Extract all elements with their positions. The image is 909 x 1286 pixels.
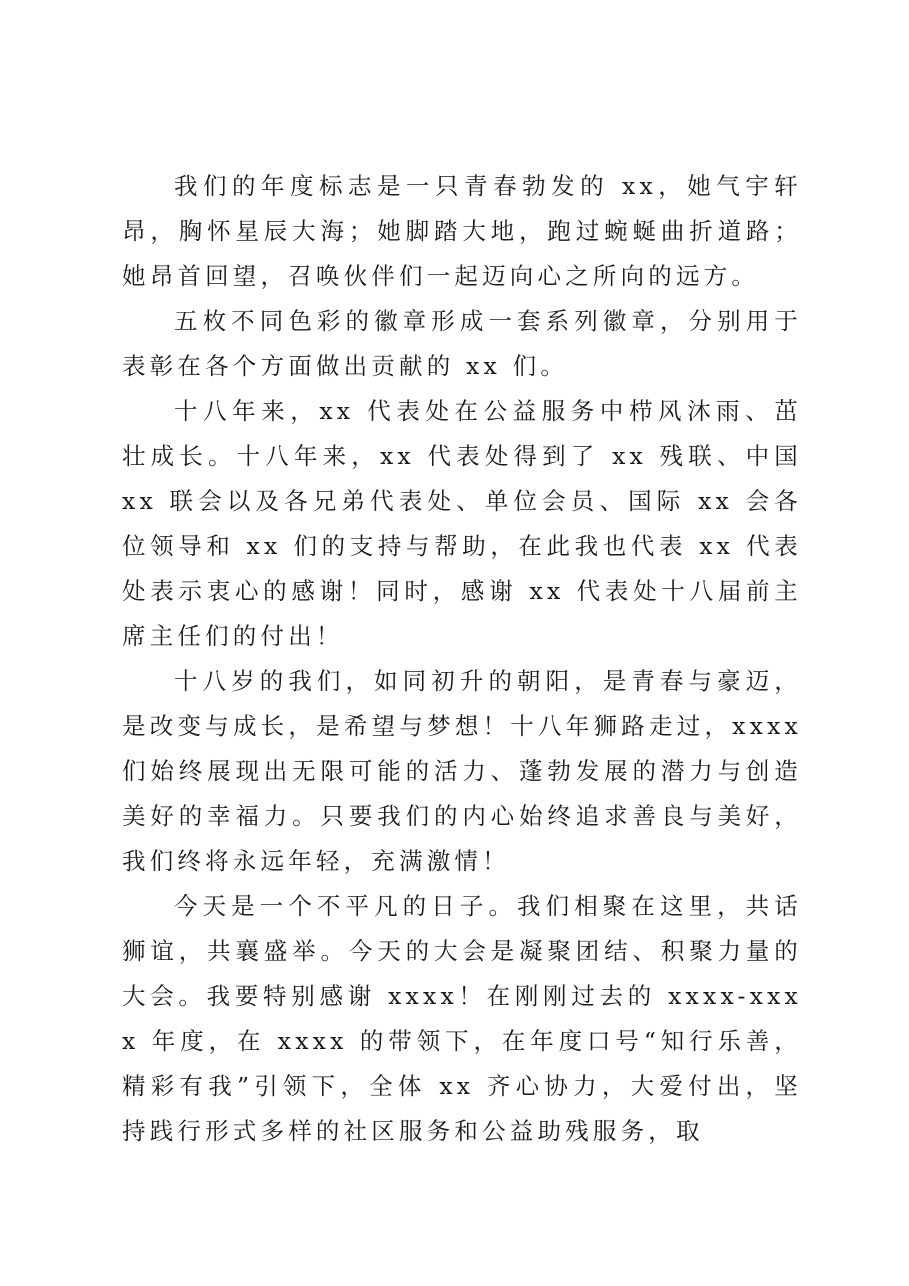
paragraph-2: 五枚不同色彩的徽章形成一套系列徽章，分别用于表彰在各个方面做出贡献的 xx 们。: [122, 307, 802, 380]
paragraph-5: 今天是一个不平凡的日子。我们相聚在这里，共话狮谊，共襄盛举。今天的大会是凝聚团结、积聚力量的大会。我要特别感谢 xxxx！在刚刚过去的 xxxx-xxxx 年度，在 xxxx 的带领下，在年度口号“知行乐善，精彩有我”引领下，全体 xx 齐心协力，大爱付出，坚持践行形式多样的社区服务和公益助残服务，取: [122, 892, 802, 1145]
paragraph-4: 十八岁的我们，如同初升的朝阳，是青春与豪迈，是改变与成长，是希望与梦想！十八年狮路走过，xxxx 们始终展现出无限可能的活力、蓬勃发展的潜力与创造美好的幸福力。只要我们的内心始终追求善良与美好，我们终将永远年轻，充满激情！: [122, 667, 802, 875]
document-body: [122, 164, 802, 1154]
paragraph-3: 十八年来，xx 代表处在公益服务中栉风沐雨、茁壮成长。十八年来，xx 代表处得到了 xx 残联、中国 xx 联会以及各兄弟代表处、单位会员、国际 xx 会各位领导和 xx 们的支持与帮助，在此我也代表 xx 代表处表示衷心的感谢！同时，感谢 xx 代表处十八届前主席主任们的付出！: [122, 397, 802, 650]
paragraph-1: 我们的年度标志是一只青春勃发的 xx，她气宇轩昂，胸怀星辰大海；她脚踏大地，跑过蜿蜒曲折道路；她昂首回望，召唤伙伴们一起迈向心之所向的远方。: [122, 172, 802, 290]
